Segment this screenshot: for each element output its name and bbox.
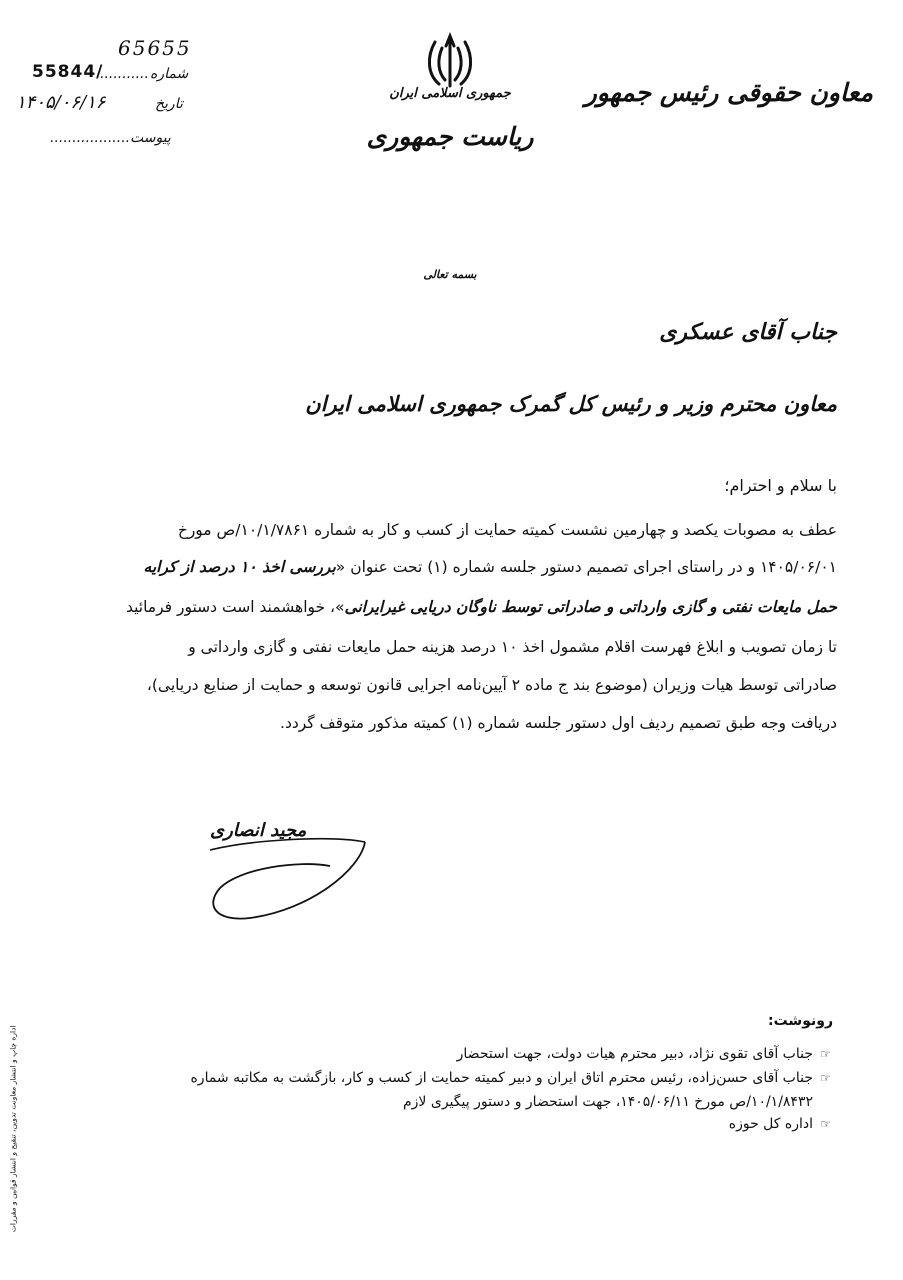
office-title: معاون حقوقی رئیس جمهور <box>584 78 873 107</box>
recipient-title: معاون محترم وزیر و رئیس کل گمرک جمهوری اسلامی ایران <box>305 392 837 416</box>
body-text: »، خواهشمند است دستور فرمائید <box>125 598 345 616</box>
body-line: دریافت وجه طبق تصمیم ردیف اول دستور جلسه شماره (۱) کمیته مذکور متوقف گردد. <box>280 714 837 732</box>
date-label: تاریخ <box>155 96 183 112</box>
copy-item <box>190 1070 831 1086</box>
subject-title: بررسی اخذ ۱۰ درصد از کرایه <box>143 558 336 576</box>
copy-text: اداره کل حوزه <box>728 1116 813 1132</box>
hand-pointer-icon: ☞ <box>820 1047 831 1061</box>
body-line: تا زمان تصویب و ابلاغ فهرست اقلام مشمول اخذ ۱۰ درصد هزینه حمل مایعات نفتی و گازی وارداتی و <box>188 638 837 656</box>
recipient-name: جناب آقای عسکری <box>659 320 837 345</box>
letter-date: ۱۴۰۵/۰۶/۱۶ <box>16 92 106 113</box>
number-label: شماره <box>150 66 189 82</box>
copy-text: جناب آقای تقوی نژاد، دبیر محترم هیات دولت، جهت استحضار <box>456 1046 813 1062</box>
letter-number: 55844/ <box>32 62 104 82</box>
copy-item <box>457 1046 831 1062</box>
handwritten-number: 65655 <box>118 36 192 60</box>
body-line <box>126 600 837 616</box>
copies-label: رونوشت: <box>768 1013 833 1029</box>
presidency-title: ریاست جمهوری <box>366 122 534 151</box>
side-footer-text <box>4 1020 22 1260</box>
attachment-label: پیوست <box>130 130 171 146</box>
hand-pointer-icon: ☞ <box>820 1071 831 1085</box>
copy-text: جناب آقای حسن‌زاده، رئیس محترم اتاق ایران و دبیر کمیته حمایت از کسب و کار، بازگشت به مکاتبه شماره <box>190 1070 813 1086</box>
country-name: جمهوری اسلامی ایران <box>389 86 511 101</box>
basmala: بسمه تعالی <box>423 268 477 281</box>
body-line <box>144 560 837 576</box>
iran-emblem-icon <box>425 32 475 92</box>
copy-item-continuation: ۱۰/۱/۸۴۳۲/ص مورخ ۱۴۰۵/۰۶/۱۱، جهت استحضار و دستور پیگیری لازم <box>403 1094 813 1110</box>
hand-pointer-icon: ☞ <box>820 1117 831 1131</box>
copy-item <box>729 1116 831 1132</box>
attachment-dots: .................. <box>50 130 131 146</box>
body-line: عطف به مصوبات یکصد و چهارمین نشست کمیته حمایت از کسب و کار به شماره ۱۰/۱/۷۸۶۱/ص مورخ <box>177 521 837 539</box>
side-text: اداره چاپ و انتشار معاونت تدوین، تنقیح و انتشار قوانین و مقررات <box>8 1025 18 1233</box>
number-dots: ........... <box>100 66 149 82</box>
greeting: با سلام و احترام؛ <box>724 476 837 495</box>
signature-name: مجید انصاری <box>210 820 307 841</box>
body-text: ۱۴۰۵/۰۶/۰۱ و در راستای اجرای تصمیم دستور جلسه شماره (۱) تحت عنوان « <box>335 558 837 576</box>
body-line: صادراتی توسط هیات وزیران (موضوع بند ج ماده ۲ آیین‌نامه اجرایی قانون توسعه و حمایت از صنایع دریایی)، <box>146 676 837 694</box>
subject-title: حمل مایعات نفتی و گازی وارداتی و صادراتی توسط ناوگان دریایی غیرایرانی <box>344 598 837 616</box>
